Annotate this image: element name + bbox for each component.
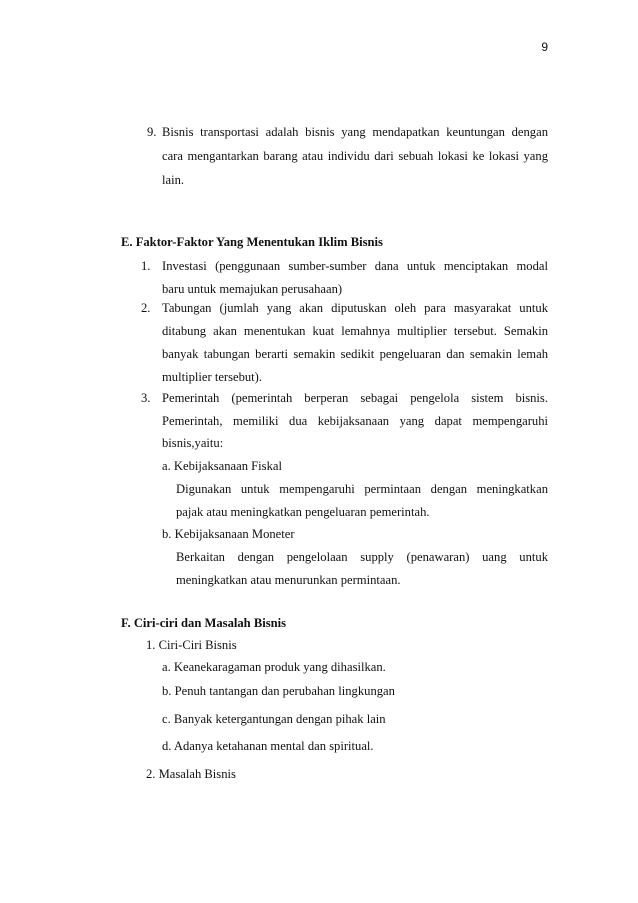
e-sub-a-line-2: pajak atau meningkatkan pengeluaran pemerintah. [176,505,430,519]
f-item-d: d. Adanya ketahanan mental dan spiritual. [162,739,374,753]
f-item-c: c. Banyak ketergantungan dengan pihak lain [162,712,386,726]
e-item-3-line-1: Pemerintah (pemerintah berperan sebagai pengelola sistem bisnis. [162,391,548,405]
section-e-heading: E. Faktor-Faktor Yang Menentukan Iklim Bisnis [121,235,383,249]
item-9-line-2: cara mengantarkan barang atau individu dari sebuah lokasi ke lokasi yang [162,149,548,163]
f-subsection-2: 2. Masalah Bisnis [146,767,236,781]
f-item-a: a. Keanekaragaman produk yang dihasilkan. [162,660,386,674]
item-9-line-1: Bisnis transportasi adalah bisnis yang mendapatkan keuntungan dengan [162,125,548,139]
f-item-b: b. Penuh tantangan dan perubahan lingkungan [162,684,395,698]
e-item-2-line-1: Tabungan (jumlah yang akan diputuskan oleh para masyarakat untuk [162,301,548,315]
e-item-1-number: 1. [141,259,151,273]
f-subsection-1: 1. Ciri-Ciri Bisnis [146,638,237,652]
item-9-line-3: lain. [162,173,185,187]
e-item-1-line-1: Investasi (penggunaan sumber-sumber dana untuk menciptakan modal [162,259,548,273]
page-number: 9 [541,40,548,54]
e-item-3-line-2: Pemerintah, memiliki dua kebijaksanaan yang dapat mempengaruhi [162,414,548,428]
e-item-1-line-2: baru untuk memajukan perusahaan) [162,282,343,296]
e-sub-a-line-1: Digunakan untuk mempengaruhi permintaan dengan meningkatkan [176,482,548,496]
e-item-2-line-2: ditabung akan menentukan kuat lemahnya multiplier tersebut. Semakin [162,324,548,338]
e-item-2-line-4: multiplier tersebut). [162,370,263,384]
e-sub-b-line-1: Berkaitan dengan pengelolaan supply (penawaran) uang untuk [176,550,548,564]
section-f-heading: F. Ciri-ciri dan Masalah Bisnis [121,616,287,630]
e-item-3-number: 3. [141,391,151,405]
e-item-2-number: 2. [141,301,151,315]
e-item-2-line-3: banyak tabungan berarti semakin sedikit pengeluaran dan semakin lemah [162,347,548,361]
e-item-3-line-3: bisnis,yaitu: [162,436,224,450]
e-sub-b-line-2: meningkatkan atau menurunkan permintaan. [176,573,401,587]
item-9-number: 9. [147,125,157,139]
e-sub-a-label: a. Kebijaksanaan Fiskal [162,459,282,473]
e-sub-b-label: b. Kebijaksanaan Moneter [162,527,295,541]
